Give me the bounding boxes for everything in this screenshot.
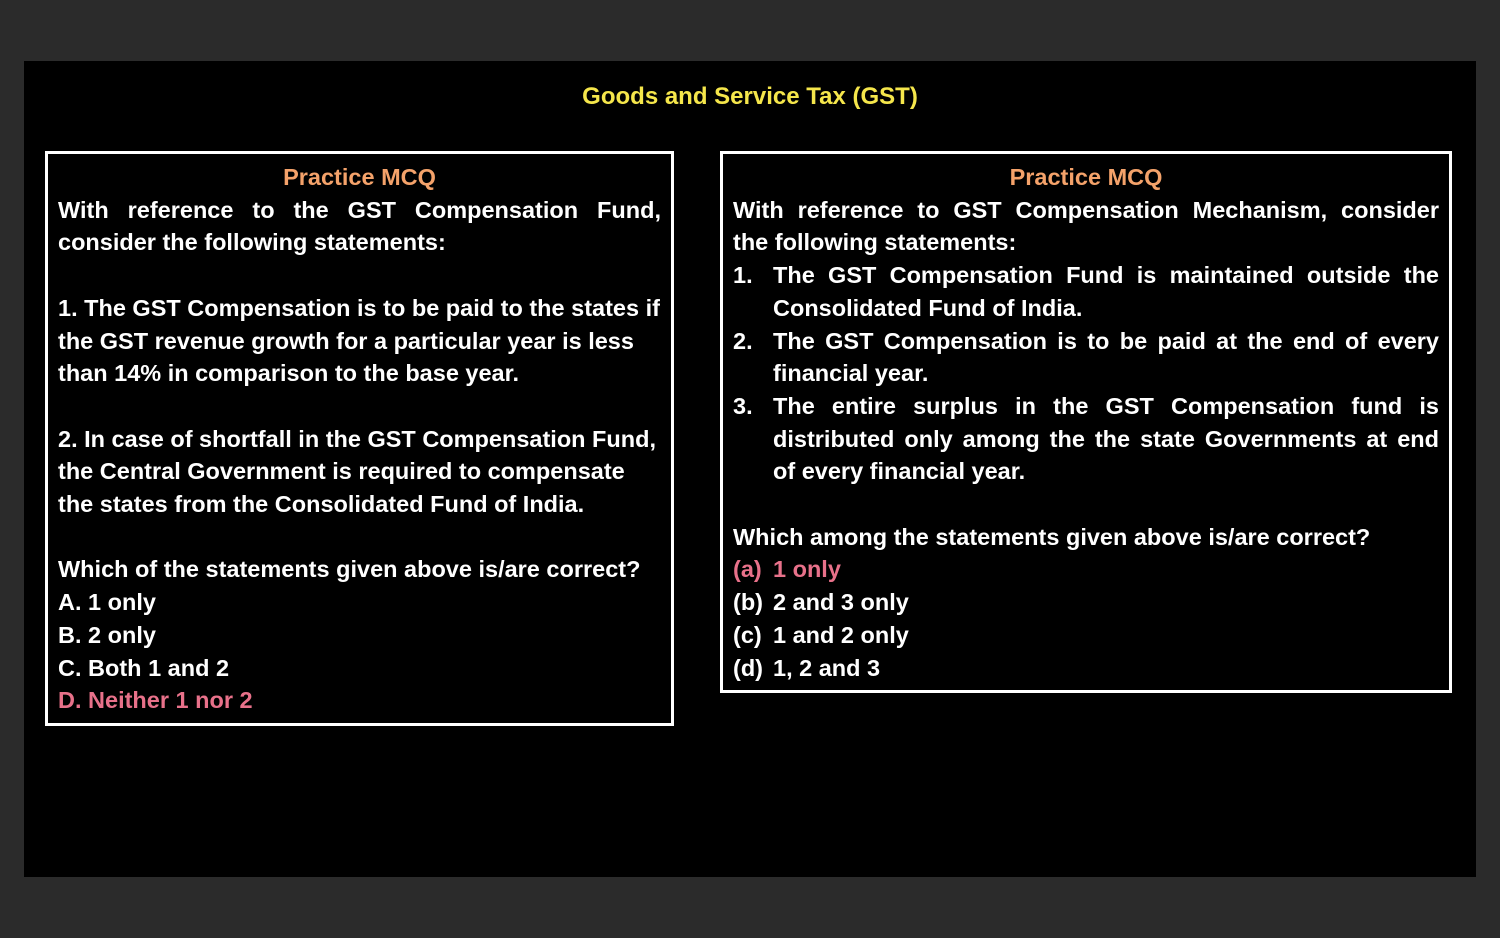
intro-line: the following statements:: [733, 229, 1017, 256]
option-c: C. Both 1 and 2: [58, 654, 230, 681]
statement-line: 1. The GST Compensation is to be paid to the states if: [58, 294, 660, 321]
mcq-card-left: [45, 151, 674, 726]
option-key: (c): [733, 621, 762, 648]
spacer: [58, 390, 661, 423]
intro-line: With reference to the GST Compensation Fund,: [58, 196, 661, 223]
mcq-card-right: [720, 151, 1452, 693]
option-b: B. 2 only: [58, 621, 156, 648]
option-c: [733, 619, 1439, 652]
statement-line: The entire surplus in the GST Compensation fund is: [773, 392, 1439, 419]
slide: [24, 61, 1476, 877]
statement-item: [733, 259, 1439, 324]
statement-item: [733, 325, 1439, 390]
option-key: (b): [733, 589, 764, 616]
statement-line: the GST revenue growth for a particular year is less: [58, 327, 634, 354]
card-heading: Practice MCQ: [1009, 164, 1163, 190]
statement-line: the Central Government is required to compensate: [58, 458, 625, 485]
question-text: Which among the statements given above is/are correct?: [733, 523, 1371, 550]
option-text: 1 and 2 only: [773, 621, 909, 648]
statement-number: 3.: [733, 392, 753, 419]
option-key: (a): [733, 556, 762, 583]
slide-title: Goods and Service Tax (GST): [582, 83, 918, 110]
option-text: 1 only: [773, 556, 841, 583]
option-text: 1, 2 and 3: [773, 654, 881, 681]
card-heading: Practice MCQ: [283, 164, 436, 190]
statement-number: 1.: [733, 262, 753, 289]
option-text: 2 and 3 only: [773, 589, 909, 616]
option-key: (d): [733, 654, 764, 681]
statement-number: 2.: [733, 327, 753, 354]
spacer: [733, 488, 1439, 521]
statement-line: 2. In case of shortfall in the GST Compensation Fund,: [58, 425, 656, 452]
statement-line: Consolidated Fund of India.: [773, 294, 1083, 321]
option-d-correct: D. Neither 1 nor 2: [58, 687, 253, 714]
option-d: [733, 652, 1439, 685]
spacer: [58, 521, 661, 554]
question-text: Which of the statements given above is/are correct?: [58, 556, 641, 583]
intro-line: consider the following statements:: [58, 229, 446, 256]
statement-line: The GST Compensation Fund is maintained outside the: [773, 262, 1439, 289]
intro-line: With reference to GST Compensation Mechanism, consider: [733, 196, 1439, 223]
spacer: [58, 259, 661, 292]
statement-line: the states from the Consolidated Fund of India.: [58, 491, 585, 517]
option-a-correct: [733, 553, 1439, 586]
statement-line: The GST Compensation is to be paid at the end of every: [773, 327, 1439, 354]
statement-line: distributed only among the the state Governments at end: [773, 425, 1439, 452]
option-a: A. 1 only: [58, 589, 156, 616]
statement-line: of every financial year.: [773, 458, 1026, 485]
statement-line: than 14% in comparison to the base year.: [58, 360, 520, 387]
statement-line: financial year.: [773, 360, 929, 387]
option-b: [733, 586, 1439, 619]
statement-item: [733, 390, 1439, 488]
